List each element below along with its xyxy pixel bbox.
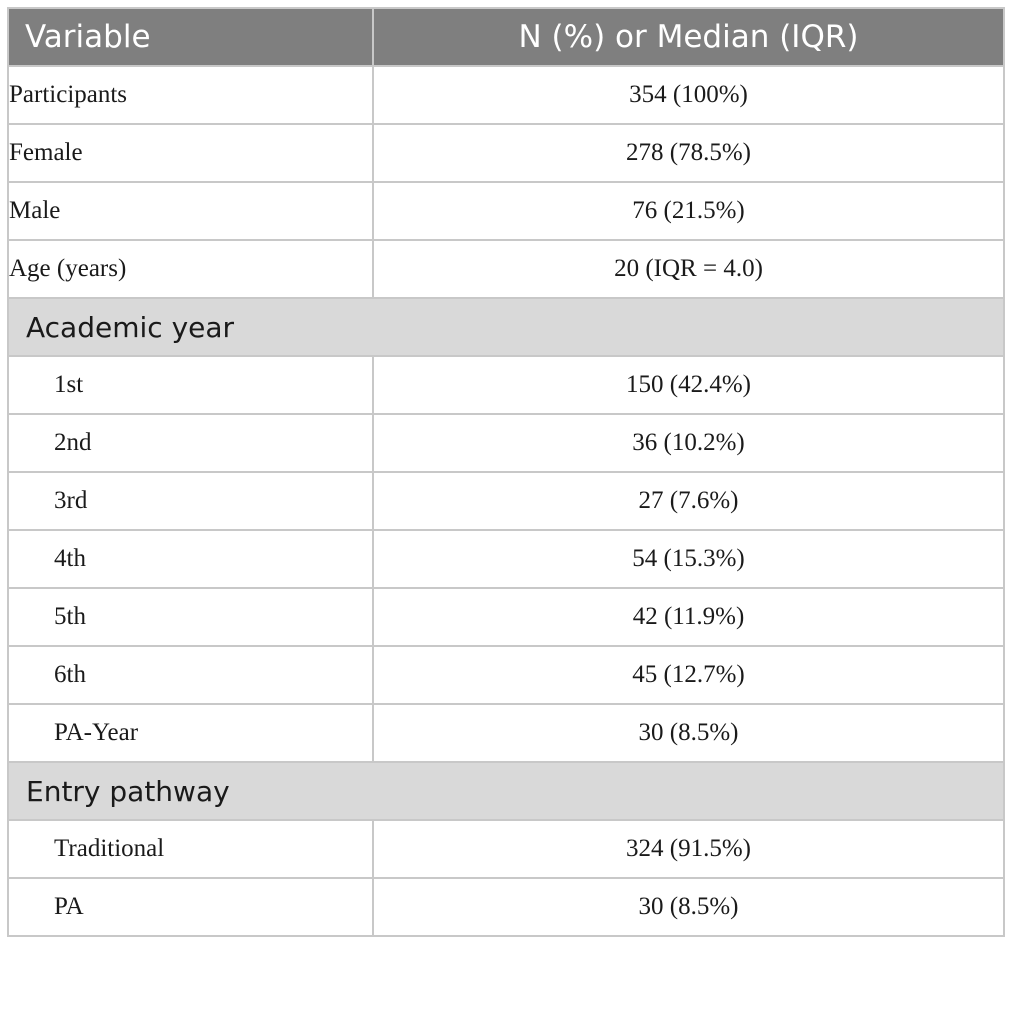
- table-row: [8, 878, 1004, 936]
- row-value: 278 (78.5%): [373, 124, 1004, 182]
- table-row: [8, 704, 1004, 762]
- row-value: 42 (11.9%): [373, 588, 1004, 646]
- table-row: [8, 66, 1004, 124]
- table-row: [8, 472, 1004, 530]
- row-label: 2nd: [8, 414, 373, 472]
- section-header-row: [8, 298, 1004, 356]
- table-row: [8, 820, 1004, 878]
- row-label: 1st: [8, 356, 373, 414]
- row-value: 20 (IQR = 4.0): [373, 240, 1004, 298]
- row-label: Traditional: [8, 820, 373, 878]
- table-row: [8, 124, 1004, 182]
- table-row: [8, 646, 1004, 704]
- row-value: 36 (10.2%): [373, 414, 1004, 472]
- row-value: 30 (8.5%): [373, 878, 1004, 936]
- row-label: PA-Year: [8, 704, 373, 762]
- table-row: [8, 530, 1004, 588]
- row-label: 3rd: [8, 472, 373, 530]
- row-value: 45 (12.7%): [373, 646, 1004, 704]
- row-label: Male: [8, 182, 373, 240]
- row-value: 27 (7.6%): [373, 472, 1004, 530]
- row-label: Participants: [8, 66, 373, 124]
- table-row: [8, 182, 1004, 240]
- row-value: 76 (21.5%): [373, 182, 1004, 240]
- row-label: 5th: [8, 588, 373, 646]
- section-title: Academic year: [8, 298, 1004, 356]
- table-row: [8, 356, 1004, 414]
- row-value: 30 (8.5%): [373, 704, 1004, 762]
- row-label: PA: [8, 878, 373, 936]
- row-label: 6th: [8, 646, 373, 704]
- row-value: 354 (100%): [373, 66, 1004, 124]
- row-value: 54 (15.3%): [373, 530, 1004, 588]
- table-row: [8, 414, 1004, 472]
- column-header-value: N (%) or Median (IQR): [373, 8, 1004, 66]
- row-label: Female: [8, 124, 373, 182]
- row-value: 150 (42.4%): [373, 356, 1004, 414]
- section-header-row: [8, 762, 1004, 820]
- row-value: 324 (91.5%): [373, 820, 1004, 878]
- table-row: [8, 588, 1004, 646]
- column-header-variable: Variable: [8, 8, 373, 66]
- row-label: Age (years): [8, 240, 373, 298]
- header-row: [8, 8, 1004, 66]
- table-row: [8, 240, 1004, 298]
- section-title: Entry pathway: [8, 762, 1004, 820]
- demographics-table: [7, 7, 1005, 937]
- row-label: 4th: [8, 530, 373, 588]
